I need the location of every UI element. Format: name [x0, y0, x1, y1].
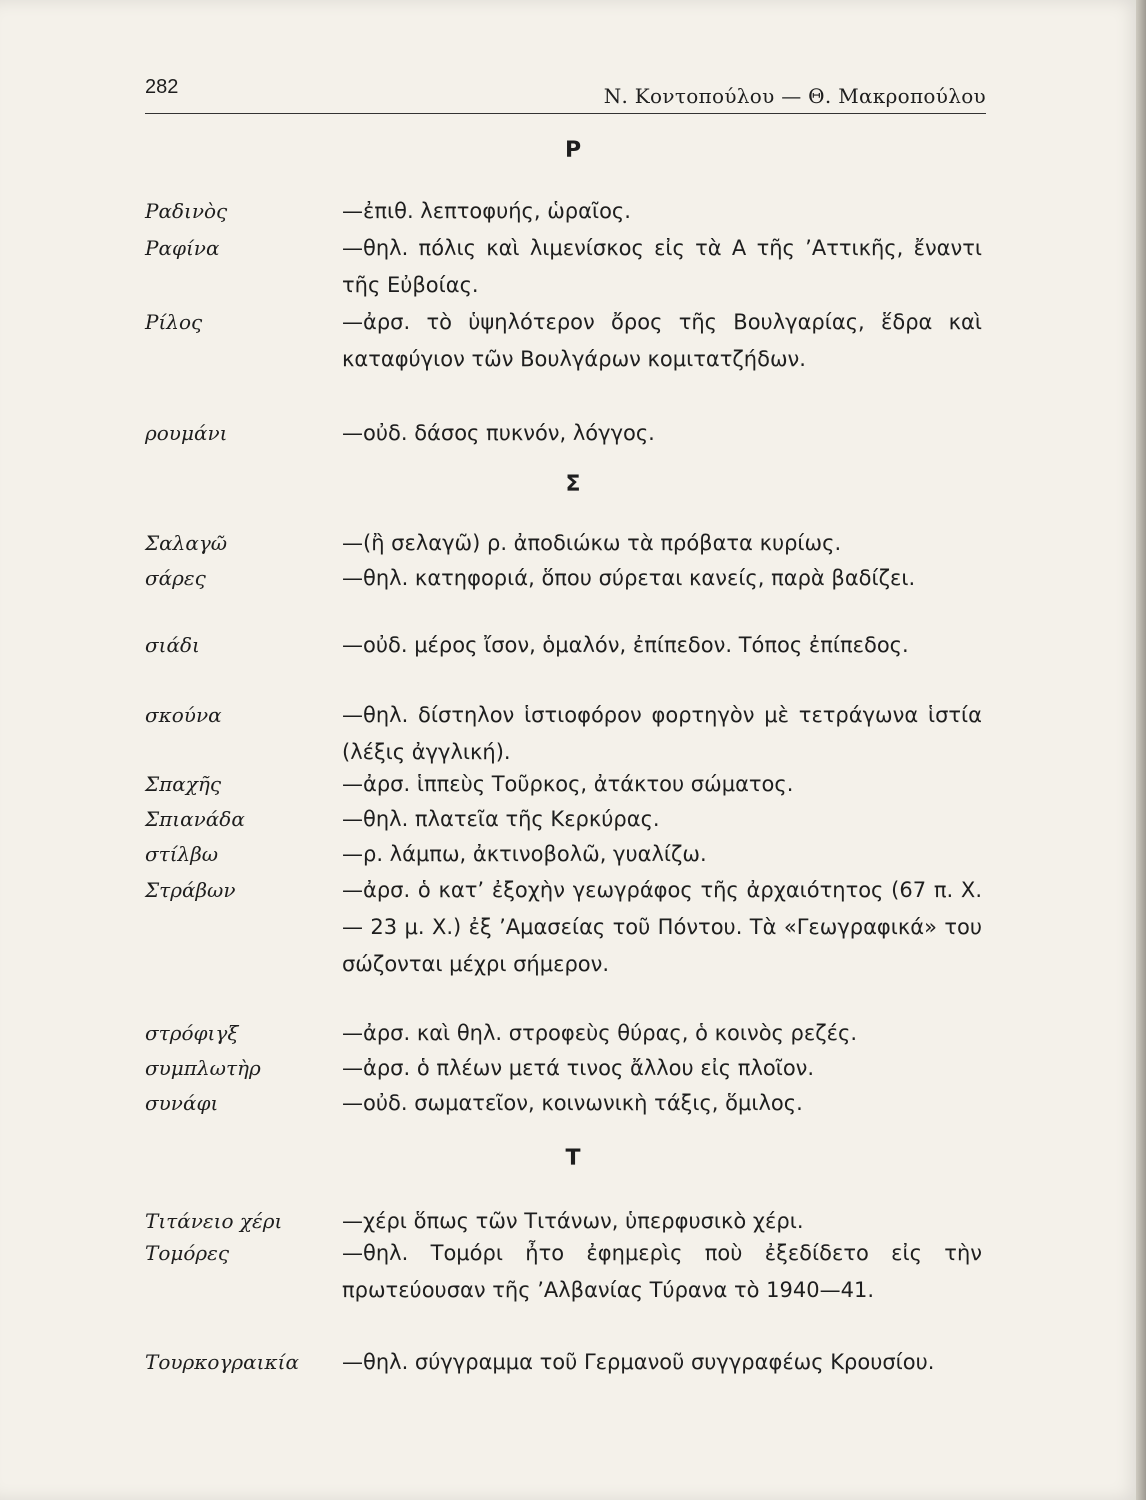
entry-term: στρόφιγξ [145, 1021, 239, 1045]
entry-term: Τομόρες [145, 1241, 230, 1265]
entry-term: συνάφι [145, 1091, 219, 1115]
page-header [145, 76, 986, 126]
entry-definition: —ἀρσ. τὸ ὑψηλότερον ὄρος τῆς Βουλγαρίας, ἕδρα καὶ καταφύγιον τῶν Βουλγάρων κομιτατζήδων. [342, 310, 982, 371]
entry-term: Σπιανάδα [145, 807, 245, 831]
entry-definition: —οὐδ. μέρος ἴσον, ὁμαλόν, ἐπίπεδον. Τόπος ἐπίπεδος. [342, 633, 909, 657]
entry-term: Ραφίνα [145, 236, 220, 260]
entry-definition: —ἀρσ. ὁ κατ’ ἐξοχὴν γεωγράφος τῆς ἀρχαιότητος (67 π. Χ. — 23 μ. Χ.) ἐξ ’Αμασείας τοῦ Πόντου. Τὰ «Γεωγραφικά» του σώζονται μέχρι σήμερον. [342, 878, 982, 976]
section-letter-rho: Ρ [564, 138, 582, 163]
page-edge-shadow [1136, 0, 1146, 1500]
page-number: 282 [145, 76, 179, 98]
entry-definition: —θηλ. σύγγραμμα τοῦ Γερμανοῦ συγγραφέως Κρουσίου. [342, 1350, 935, 1374]
entry-definition: —χέρι ὅπως τῶν Τιτάνων, ὑπερφυσικὸ χέρι. [342, 1209, 804, 1233]
entry-definition: —θηλ. κατηφοριά, ὅπου σύρεται κανείς, παρὰ βαδίζει. [342, 566, 916, 590]
entry-definition: —θηλ. Τομόρι ἦτο ἐφημερὶς ποὺ ἐξεδίδετο εἰς τὴν πρωτεύουσαν τῆς ’Αλβανίας Τύρανα τὸ 1940—41. [342, 1241, 982, 1302]
entry-definition: —ρ. λάμπω, ἀκτινοβολῶ, γυαλίζω. [342, 842, 707, 866]
header-rule [145, 113, 986, 114]
entry-term: Ραδινὸς [145, 199, 228, 223]
entry-term: Στράβων [145, 878, 236, 902]
entry-term: Σαλαγῶ [145, 531, 228, 555]
entry-term: συμπλωτὴρ [145, 1056, 261, 1080]
entry-definition: —οὐδ. δάσος πυκνόν, λόγγος. [342, 421, 655, 445]
entry-definition: —ἀρσ. ἱππεὺς Τοῦρκος, ἀτάκτου σώματος. [342, 772, 794, 796]
entry-definition: —ἀρσ. ὁ πλέων μετά τινος ἄλλου εἰς πλοῖον. [342, 1056, 815, 1080]
entry-term: σκούνα [145, 703, 222, 727]
section-letter-sigma: Σ [565, 472, 581, 497]
entry-definition: —θηλ. δίστηλον ἱστιοφόρον φορτηγὸν μὲ τετράγωνα ἱστία (λέξις ἀγγλική). [342, 703, 982, 764]
entry-definition: —ἀρσ. καὶ θηλ. στροφεὺς θύρας, ὁ κοινὸς ρεζές. [342, 1021, 857, 1045]
running-head: Ν. Κοντοπούλου — Θ. Μακροπούλου [603, 84, 986, 108]
entry-term: σιάδι [145, 633, 200, 657]
entry-term: σάρες [145, 566, 206, 590]
entry-term: στίλβω [145, 842, 219, 866]
entry-term: Τουρκογραικία [145, 1350, 299, 1374]
entry-term: ρουμάνι [145, 421, 228, 445]
entry-term: Ρίλος [145, 310, 203, 334]
entry-definition: —οὐδ. σωματεῖον, κοινωνικὴ τάξις, ὅμιλος. [342, 1091, 803, 1115]
entry-term: Τιτάνειο χέρι [145, 1209, 283, 1233]
section-letter-tau: Τ [565, 1146, 581, 1171]
entry-definition: —ἐπιθ. λεπτοφυής, ὡραῖος. [342, 199, 631, 223]
entry-term: Σπαχῆς [145, 772, 222, 796]
entry-definition: —(ἢ σελαγῶ) ρ. ἀποδιώκω τὰ πρόβατα κυρίως. [342, 531, 842, 555]
entry-definition: —θηλ. πόλις καὶ λιμενίσκος εἰς τὰ Α τῆς ’Αττικῆς, ἔναντι τῆς Εὐβοίας. [342, 236, 982, 297]
entry-definition: —θηλ. πλατεῖα τῆς Κερκύρας. [342, 807, 660, 831]
